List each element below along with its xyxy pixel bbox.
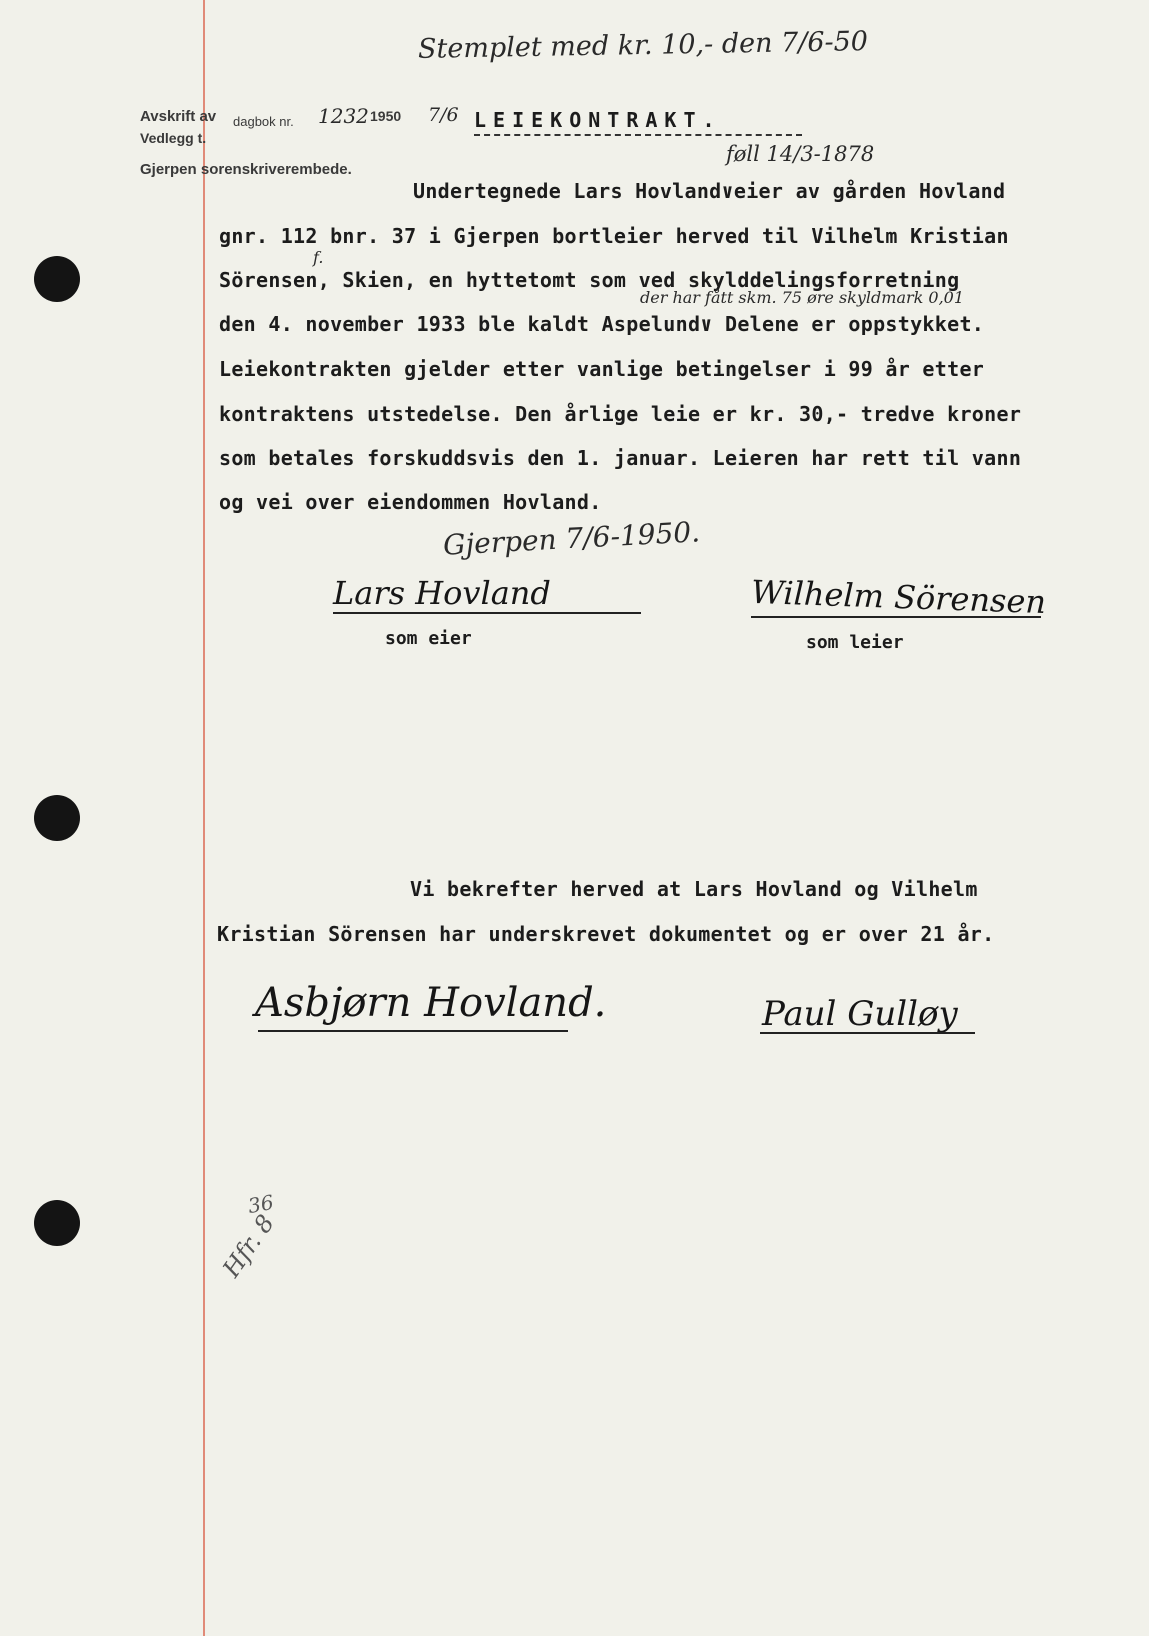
office-stamp-line3: Gjerpen sorenskriverembede. — [140, 161, 352, 178]
owner-signature: Lars Hovland — [333, 574, 551, 612]
office-stamp-dagbok-number: 1232 — [318, 104, 369, 128]
birth-note: føll 14/3-1878 — [726, 142, 875, 166]
office-stamp-line2: Vedlegg t. — [140, 130, 207, 146]
body-line: Leiekontrakten gjelder etter vanlige betingelser i 99 år etter — [219, 357, 985, 381]
witness-signature-line-1 — [258, 1030, 568, 1032]
witness-signature-2: Paul Gulløy — [762, 994, 958, 1034]
tenant-signature-line — [751, 616, 1041, 618]
stamp-duty-note: Stemplet med kr. 10,- den 7/6-50 — [417, 26, 869, 65]
body-line: som betales forskuddsvis den 1. januar. Leieren har rett til vann — [219, 446, 1022, 470]
body-line: gnr. 112 bnr. 37 i Gjerpen bortleier herved til Vilhelm Kristian — [219, 224, 1009, 248]
body-line: Undertegnede Lars Hovland∨eier av gården Hovland — [413, 179, 1006, 203]
place-date: Gjerpen 7/6-1950. — [442, 515, 701, 562]
owner-role: som eier — [385, 628, 472, 649]
witness-signature-1: Asbjørn Hovland. — [255, 980, 607, 1026]
office-stamp-dagbok-label: dagbok nr. — [233, 114, 294, 129]
document-title: LEIEKONTRAKT. — [474, 108, 722, 132]
witness-line: Kristian Sörensen har underskrevet dokumentet og er over 21 år. — [217, 922, 995, 946]
witness-line: Vi bekrefter herved at Lars Hovland og Vilhelm — [410, 877, 978, 901]
margin-note-number: 36 — [246, 1189, 276, 1219]
witness-signature-line-2 — [760, 1032, 975, 1034]
body-line: Sörensen, Skien, en hyttetomt som ved skylddelingsforretning — [219, 268, 960, 292]
punch-hole — [34, 1200, 80, 1246]
punch-hole — [34, 256, 80, 302]
punch-hole — [34, 795, 80, 841]
margin-rule — [203, 0, 205, 1636]
owner-signature-line — [333, 612, 641, 614]
insert-superscript: f. — [313, 248, 324, 267]
body-line: og vei over eiendommen Hovland. — [219, 490, 602, 514]
tenant-signature: Wilhelm Sörensen — [750, 572, 1047, 622]
title-underline — [474, 134, 802, 136]
margin-note-initials: Hfr. 8 — [217, 1209, 280, 1283]
office-stamp-date: 7/6 — [428, 104, 459, 126]
body-line: kontraktens utstedelse. Den årlige leie er kr. 30,- tredve kroner — [219, 402, 1022, 426]
tenant-role: som leier — [806, 632, 904, 653]
office-stamp-line1: Avskrift av — [140, 108, 217, 125]
office-stamp-year: 1950 — [370, 108, 402, 124]
body-line: den 4. november 1933 ble kaldt Aspelund∨ Delene er oppstykket. — [219, 312, 985, 336]
insert-note: der har fått skm. 75 øre skyldmark 0,01 — [640, 288, 965, 307]
